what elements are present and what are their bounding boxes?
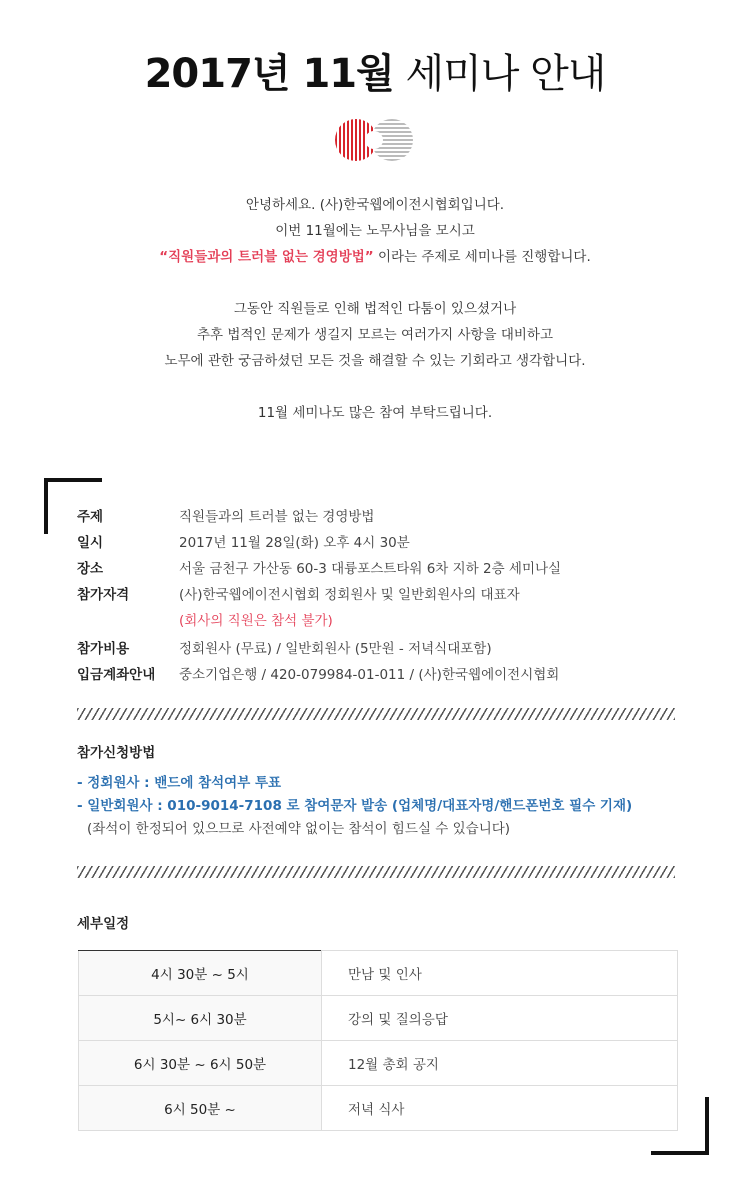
info-label: 장소 <box>77 561 104 577</box>
topic-highlight: “직원들과의 트러블 없는 경영방법” <box>159 249 374 265</box>
info-label: 참가자격 <box>77 587 130 603</box>
table-row <box>79 1086 678 1131</box>
info-value: 직원들과의 트러블 없는 경영방법 <box>179 509 375 525</box>
info-value: 중소기업은행 / 420-079984-01-011 / (사)한국웹에이전시협회 <box>179 667 560 683</box>
apply-method-general: - 일반회원사 : 010-9014-7108 로 참여문자 발송 (업체명/대표자명/핸드폰번호 필수 기재) <box>77 798 633 814</box>
hatched-divider <box>77 708 675 720</box>
table-row <box>79 1041 678 1086</box>
schedule-time: 4시 30분 ~ 5시 <box>79 951 322 996</box>
intro-line: 그동안 직원들로 인해 법적인 다툼이 있으셨거나 <box>233 301 517 317</box>
corner-bracket-bottom-right <box>651 1097 709 1155</box>
schedule-time: 6시 50분 ~ <box>79 1086 322 1131</box>
schedule-desc: 저녁 식사 <box>322 1086 678 1131</box>
intro-line: 노무에 관한 궁금하셨던 모든 것을 해결할 수 있는 기회라고 생각합니다. <box>164 353 586 369</box>
seminar-info <box>77 504 677 688</box>
schedule-time: 6시 30분 ~ 6시 50분 <box>79 1041 322 1086</box>
schedule-desc: 12월 총회 공지 <box>322 1041 678 1086</box>
eligibility-note: (회사의 직원은 참석 불가) <box>179 613 333 629</box>
info-value <box>179 582 520 634</box>
info-row-fee <box>77 636 677 662</box>
info-value: 정회원사 (무료) / 일반회원사 (5만원 - 저녁식대포함) <box>179 641 492 657</box>
apply-note: (좌석이 한정되어 있으므로 사전예약 없이는 참석이 힘드실 수 있습니다) <box>87 821 511 837</box>
schedule-desc: 강의 및 질의응답 <box>322 996 678 1041</box>
info-label: 참가비용 <box>77 641 130 657</box>
table-row <box>79 951 678 996</box>
info-row-topic <box>77 504 677 530</box>
info-row-place <box>77 556 677 582</box>
schedule-section-title: 세부일정 <box>77 916 130 932</box>
schedule-table <box>78 950 678 1131</box>
apply-methods <box>77 772 632 841</box>
title-bold: 2017년 11월 <box>144 51 394 97</box>
info-row-date <box>77 530 677 556</box>
eligibility-text: (사)한국웹에이전시협회 정회원사 및 일반회원사의 대표자 <box>179 587 520 603</box>
page-title <box>0 42 750 99</box>
info-row-account <box>77 662 677 688</box>
schedule-desc: 만남 및 인사 <box>322 951 678 996</box>
info-label: 주제 <box>77 509 104 525</box>
apply-method-regular: - 정회원사 : 밴드에 참석여부 투표 <box>77 775 282 791</box>
intro-text <box>0 192 750 426</box>
info-label: 일시 <box>77 535 104 551</box>
info-row-eligibility <box>77 582 677 634</box>
intro-line-rest: 이라는 주제로 세미나를 진행합니다. <box>373 249 591 265</box>
association-logo <box>334 114 418 166</box>
intro-line <box>0 244 750 270</box>
apply-section-title: 참가신청방법 <box>77 745 156 761</box>
schedule-time: 5시~ 6시 30분 <box>79 996 322 1041</box>
table-row <box>79 996 678 1041</box>
intro-line: 11월 세미나도 많은 참여 부탁드립니다. <box>257 405 493 421</box>
intro-line: 이번 11월에는 노무사님을 모시고 <box>275 223 475 239</box>
info-label: 입금계좌안내 <box>77 667 156 683</box>
title-light: 세미나 안내 <box>405 51 606 97</box>
info-value: 서울 금천구 가산동 60-3 대륭포스트타워 6차 지하 2층 세미나실 <box>179 561 562 577</box>
info-value: 2017년 11월 28일(화) 오후 4시 30분 <box>179 535 410 551</box>
intro-line: 안녕하세요. (사)한국웹에이전시협회입니다. <box>245 197 505 213</box>
intro-line: 추후 법적인 문제가 생길지 모르는 여러가지 사항을 대비하고 <box>196 327 554 343</box>
hatched-divider <box>77 866 675 878</box>
